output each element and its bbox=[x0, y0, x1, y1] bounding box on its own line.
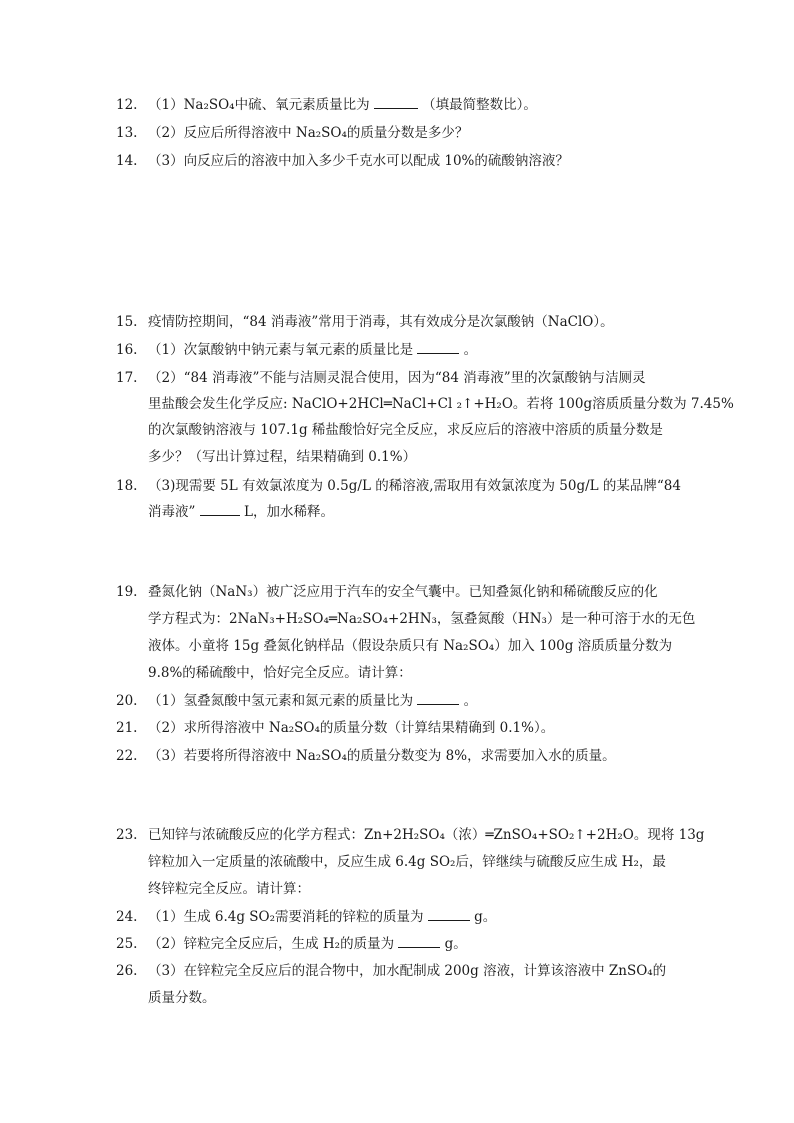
question-text: （1）生成 6.4g SO₂需要消耗的锌粒的质量为 bbox=[148, 909, 428, 925]
answer-blank[interactable] bbox=[374, 96, 418, 109]
answer-blank[interactable] bbox=[428, 908, 470, 921]
question-19-line-4: 9.8%的稀硫酸中，恰好完全反应。请计算： bbox=[148, 665, 412, 681]
question-text: （填最简整数比）。 bbox=[417, 97, 537, 113]
question-text: g。 bbox=[440, 936, 467, 952]
question-23-line-1: 已知锌与浓硫酸反应的化学方程式：Zn+2H₂SO₄（浓）═ZnSO₄+SO₂↑+2H₂O。现将 13g bbox=[148, 827, 705, 843]
question-text: 。 bbox=[459, 342, 478, 358]
question-20 bbox=[148, 692, 477, 710]
question-number: 14. bbox=[116, 153, 138, 169]
question-18-line-2 bbox=[148, 503, 334, 521]
question-number: 15. bbox=[116, 314, 138, 330]
question-text: 。 bbox=[459, 693, 478, 709]
question-25 bbox=[148, 935, 467, 953]
question-17-line-3: 的次氯酸钠溶液与 107.1g 稀盐酸恰好完全反应，求反应后的溶液中溶质的质量分数是 bbox=[148, 422, 663, 438]
question-17-line-1: （2）“84 消毒液”不能与洁厕灵混合使用，因为“84 消毒液”里的次氯酸钠与洁厕灵 bbox=[148, 370, 646, 386]
question-24 bbox=[148, 908, 496, 926]
question-text: L，加水稀释。 bbox=[239, 504, 334, 520]
question-text: （1）氢叠氮酸中氢元素和氮元素的质量比为 bbox=[148, 693, 418, 709]
question-12 bbox=[148, 96, 537, 114]
question-23-line-3: 终锌粒完全反应。请计算： bbox=[148, 881, 310, 897]
question-text: g。 bbox=[469, 909, 497, 925]
question-18-line-1: （3)现需要 5L 有效氯浓度为 0.5g/L 的稀溶液,需取用有效氯浓度为 50g/L 的某品牌“84 bbox=[148, 478, 681, 494]
question-number: 22. bbox=[116, 748, 138, 764]
answer-blank[interactable] bbox=[398, 935, 440, 948]
question-16 bbox=[148, 341, 477, 359]
answer-blank[interactable] bbox=[417, 692, 459, 705]
question-number: 23. bbox=[116, 827, 138, 843]
question-17-line-2: 里盐酸会发生化学反应: NaClO+2HCl═NaCl+Cl ₂↑+H₂O。若将 100g溶质质量分数为 7.45% bbox=[148, 396, 734, 412]
question-26-line-1: （3）在锌粒完全反应后的混合物中，加水配制成 200g 溶液，计算该溶液中 ZnSO₄的 bbox=[148, 963, 667, 979]
question-19-line-2: 学方程式为：2NaN₃+H₂SO₄═Na₂SO₄+2HN₃，氢叠氮酸（HN₃）是一种可溶于水的无色 bbox=[148, 611, 696, 627]
question-text: （1）次氯酸钠中钠元素与氧元素的质量比是 bbox=[148, 342, 418, 358]
question-22: （3）若要将所得溶液中 Na₂SO₄的质量分数变为 8%，求需要加入水的质量。 bbox=[148, 748, 616, 764]
question-19-line-3: 液体。小童将 15g 叠氮化钠样品（假设杂质只有 Na₂SO₄）加入 100g 溶质质量分数为 bbox=[148, 638, 673, 654]
question-number: 20. bbox=[116, 693, 138, 709]
question-26-line-2: 质量分数。 bbox=[148, 990, 216, 1006]
question-number: 16. bbox=[116, 342, 138, 358]
question-17-line-4: 多少？（写出计算过程，结果精确到 0.1%） bbox=[148, 449, 417, 465]
question-number: 24. bbox=[116, 909, 138, 925]
question-13: （2）反应后所得溶液中 Na₂SO₄的质量分数是多少？ bbox=[148, 125, 469, 141]
question-number: 13. bbox=[116, 125, 138, 141]
question-number: 25. bbox=[116, 936, 138, 952]
question-15: 疫情防控期间，“84 消毒液”常用于消毒，其有效成分是次氯酸钠（NaClO）。 bbox=[148, 314, 614, 330]
question-text: 消毒液” bbox=[148, 504, 200, 520]
question-19-line-1: 叠氮化钠（NaN₃）被广泛应用于汽车的安全气囊中。已知叠氮化钠和稀硫酸反应的化 bbox=[148, 584, 658, 600]
question-number: 26. bbox=[116, 963, 138, 979]
question-21: （2）求所得溶液中 Na₂SO₄的质量分数（计算结果精确到 0.1%）。 bbox=[148, 720, 555, 736]
answer-blank[interactable] bbox=[417, 341, 459, 354]
question-number: 18. bbox=[116, 478, 138, 494]
question-number: 21. bbox=[116, 720, 138, 736]
question-text: （2）锌粒完全反应后，生成 H₂的质量为 bbox=[148, 936, 399, 952]
question-number: 12. bbox=[116, 97, 138, 113]
answer-blank[interactable] bbox=[200, 503, 240, 516]
question-text: （1）Na₂SO₄中硫、氧元素质量比为 bbox=[148, 97, 374, 113]
question-number: 19. bbox=[116, 584, 138, 600]
question-14: （3）向反应后的溶液中加入多少千克水可以配成 10%的硫酸钠溶液？ bbox=[148, 153, 569, 169]
question-number: 17. bbox=[116, 370, 138, 386]
question-23-line-2: 锌粒加入一定质量的浓硫酸中，反应生成 6.4g SO₂后，锌继续与硫酸反应生成 H₂，最 bbox=[148, 854, 666, 870]
